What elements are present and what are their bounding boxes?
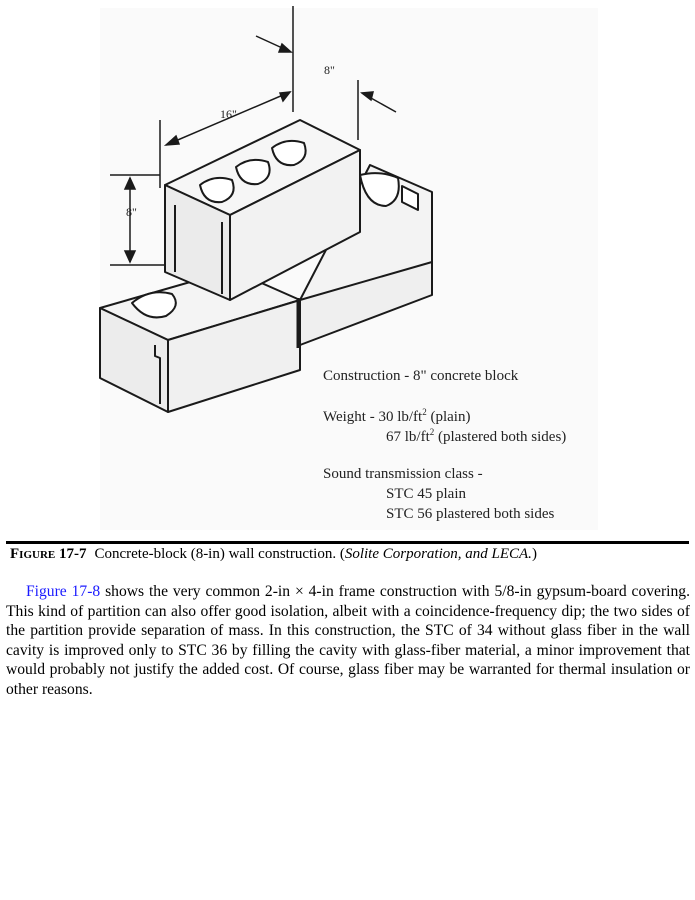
construction-spec: Construction - 8" concrete block [323, 368, 519, 384]
caption-label: Figure [10, 546, 56, 562]
caption-close: ) [531, 546, 537, 562]
caption-source: Solite Corporation, and LECA. [344, 546, 532, 562]
length-dimension-label: 16" [220, 107, 237, 121]
stc-plastered: STC 56 plastered both sides [386, 506, 555, 522]
caption-divider [6, 541, 689, 544]
stc-plain: STC 45 plain [386, 486, 467, 502]
lower-left-block [100, 270, 300, 412]
figure-17-8-link[interactable]: Figure 17-8 [26, 583, 101, 600]
height-dimension-label: 8" [126, 205, 137, 219]
weight-spec: Weight - 30 $lb/ft^2$ (plain) [323, 407, 471, 425]
figure-caption [10, 546, 537, 563]
depth-dimension-label: 8" [324, 63, 335, 77]
caption-text: Concrete-block (8-in) wall construction. ( [94, 546, 345, 562]
caption-number: 17-7 [58, 546, 87, 562]
paragraph-text: shows the very common 2-in × 4-in frame construction with 5/8-in gypsum-board covering. This kind of partition can also offer good isolation, albeit with a coincidence-frequency dip; the two sides of the partition provide separation of mass. In this construction, the STC of 34 without glass fiber in the wall cavity is improved only to STC 36 by filling the cavity with glass-fiber material, a minor improvement that would probably not justify the added cost. Of course, glass fiber may be warranted for thermal insulation or other reasons. [6, 583, 690, 698]
body-paragraph [6, 582, 690, 700]
stc-label: Sound transmission class - [323, 466, 483, 482]
weight-plastered-spec: 67 $lb/ft^2$ (plastered both sides) [386, 427, 567, 445]
